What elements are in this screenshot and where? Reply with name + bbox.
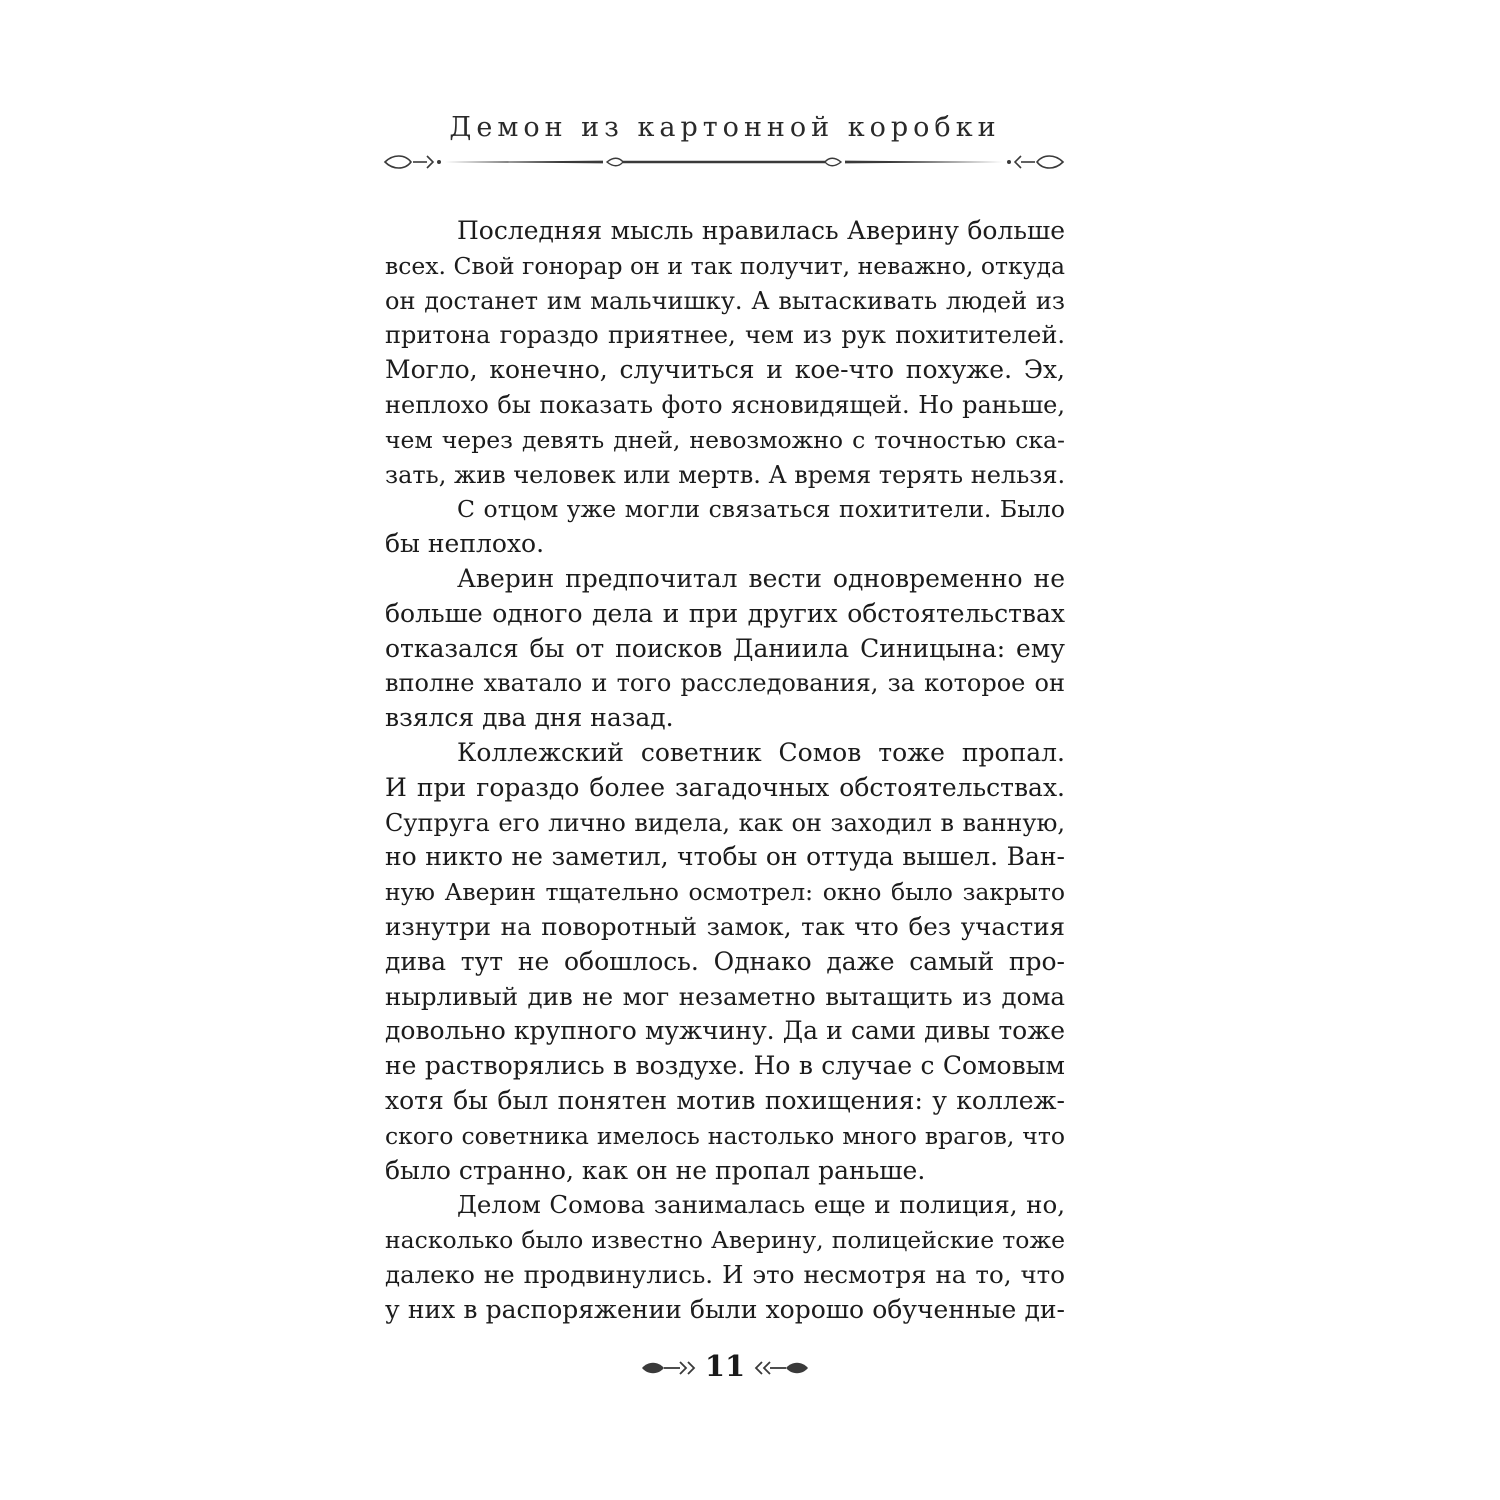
text-line: Супруга его лично видела, как он заходил в ванную, (385, 808, 1065, 837)
text-line: зать, жив человек или мертв. А время терять нельзя. (385, 460, 1066, 489)
text-line: довольно крупного мужчину. Да и сами дивы тоже (385, 1016, 1065, 1046)
text-line: С отцом уже могли связаться похитители. Было (457, 495, 1065, 524)
folio-left-ornament-icon (640, 1358, 698, 1378)
text-line: далеко не продвинулись. И это несмотря на то, что (385, 1259, 1065, 1289)
text-line: Делом Сомова занималась еще и полиция, но, (457, 1190, 1065, 1220)
text-line: не растворялись в воздухе. Но в случае с Сомовым (385, 1051, 1065, 1081)
page-number: 11 (704, 1349, 746, 1383)
text-line: больше одного дела и при других обстоятельствах (385, 598, 1065, 628)
text-line: у них в распоряжении были хорошо обученные ди- (385, 1294, 1065, 1324)
text-line: дива тут не обошлось. Однако даже самый про- (385, 946, 1065, 976)
body-text (385, 214, 1065, 1328)
text-line: насколько было известно Аверину, полицейские тоже (385, 1226, 1065, 1255)
folio-right-ornament-icon (752, 1358, 810, 1378)
text-line: бы неплохо. (385, 529, 545, 559)
text-line: ского советника имелось настолько много врагов, что (385, 1121, 1065, 1150)
text-line: он достанет им мальчишку. А вытаскивать людей из (385, 286, 1065, 315)
text-line: изнутри на поворотный замок, так что без участия (385, 911, 1065, 941)
text-line: взялся два дня назад. (385, 703, 674, 733)
text-line: Последняя мысль нравилась Аверину больше (457, 216, 1065, 245)
text-line: неплохо бы показать фото ясновидящей. Но раньше, (385, 390, 1065, 419)
text-line: притона гораздо приятнее, чем из рук похитителей. (385, 321, 1065, 350)
text-line: Коллежский советник Сомов тоже пропал. (457, 737, 1065, 767)
text-line: И при гораздо более загадочных обстоятельствах. (385, 772, 1065, 802)
text-line: отказался бы от поисков Даниила Синицына: ему (385, 633, 1065, 663)
text-line: Аверин предпочитал вести одновременно не (457, 563, 1065, 593)
text-line: но никто не заметил, чтобы он оттуда вышел. Ван- (385, 842, 1065, 872)
text-line: было странно, как он не пропал раньше. (385, 1155, 926, 1185)
text-line: хотя бы был понятен мотив похищения: у коллеж- (385, 1085, 1065, 1115)
text-line: чем через девять дней, невозможно с точностью ска- (385, 425, 1065, 454)
running-title: Демон из картонной коробки (449, 112, 1001, 143)
page-folio (640, 1350, 810, 1386)
text-line: вполне хватало и того расследования, за которое он (385, 669, 1065, 698)
header-ornament-icon (383, 150, 1065, 174)
text-line: всех. Свой гонорар он и так получит, неважно, откуда (385, 251, 1065, 280)
text-line: нырливый див не мог незаметно вытащить из дома (385, 981, 1065, 1011)
text-line: ную Аверин тщательно осмотрел: окно было закрыто (385, 878, 1065, 907)
text-line: Могло, конечно, случиться и кое-что похуже. Эх, (385, 355, 1065, 385)
